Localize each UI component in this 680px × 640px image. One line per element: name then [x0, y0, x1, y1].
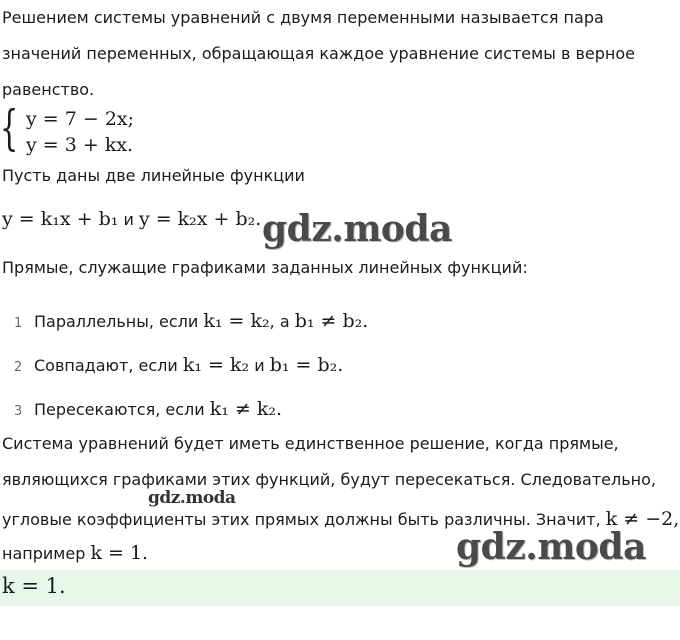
- conclusion-text: например: [2, 544, 91, 563]
- lines-intro: Прямые, служащие графиками заданных линейных функций:: [2, 258, 528, 277]
- conclusion-line-1: Система уравнений будет иметь единственное решение, когда прямые,: [2, 434, 619, 453]
- case-separator: и: [249, 356, 270, 375]
- functions-connector: и: [118, 210, 139, 229]
- list-number: 1: [14, 316, 23, 331]
- paragraph-line-3: равенство.: [2, 80, 95, 99]
- paragraph-line-1: Решением системы уравнений с двумя переменными называется пара: [2, 8, 604, 27]
- conclusion-line-4: [2, 542, 148, 564]
- case-condition: k₁ = k₂: [182, 354, 250, 376]
- answer-text: k = 1.: [2, 574, 66, 598]
- conclusion-text: угловые коэффициенты этих прямых должны быть различны. Значит,: [2, 510, 606, 529]
- functions-formula: [2, 208, 261, 230]
- case-text: Совпадают, если: [34, 356, 183, 375]
- function-1: y = k₁x + b₁: [2, 208, 119, 230]
- case-text: Пересекаются, если: [34, 400, 210, 419]
- watermark: gdz.moda: [148, 488, 236, 508]
- system-brace: {: [0, 100, 19, 156]
- system-equation-2: y = 3 + kx.: [26, 134, 134, 156]
- conclusion-line-2: являющихся графиками этих функций, будут пересекаться. Следовательно,: [2, 470, 656, 489]
- case-condition: b₁ = b₂.: [269, 354, 344, 376]
- conclusion-math: k ≠ −2,: [605, 508, 680, 530]
- list-number: 3: [14, 404, 23, 419]
- case-condition: k₁ = k₂: [203, 310, 270, 332]
- conclusion-math: k = 1.: [90, 542, 149, 564]
- case-separator: , а: [269, 312, 295, 331]
- list-item: [14, 310, 368, 332]
- system-equation-1: y = 7 − 2x;: [26, 108, 135, 130]
- case-condition: b₁ ≠ b₂.: [294, 310, 369, 332]
- function-2: y = k₂x + b₂.: [138, 208, 262, 230]
- functions-intro: Пусть даны две линейные функции: [2, 166, 305, 185]
- list-number: 2: [14, 360, 23, 375]
- watermark: gdz.moda: [262, 208, 452, 250]
- paragraph-line-2: значений переменных, обращающая каждое уравнение системы в верное: [2, 44, 635, 63]
- case-text: Параллельны, если: [34, 312, 204, 331]
- watermark: gdz.moda: [456, 526, 646, 568]
- list-item: [14, 354, 343, 376]
- answer-box: [0, 570, 680, 606]
- case-condition: k₁ ≠ k₂.: [209, 398, 283, 420]
- list-item: [14, 398, 282, 420]
